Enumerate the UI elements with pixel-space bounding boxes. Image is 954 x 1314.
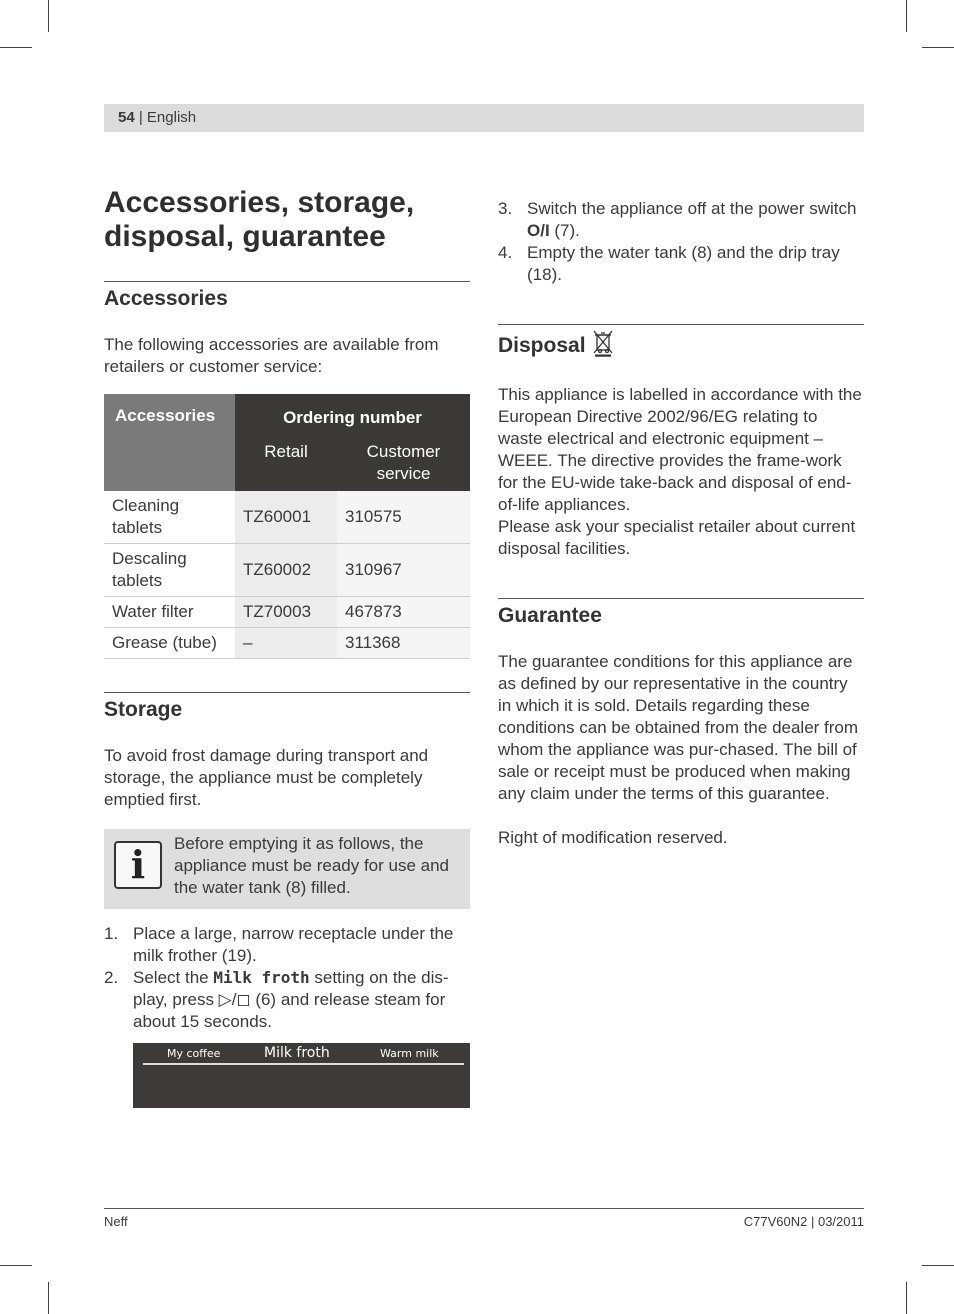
list-item: 4. Empty the water tank (8) and the drip tray (18). [498, 243, 840, 284]
storage-steps [104, 923, 470, 1033]
crop-mark [906, 0, 907, 32]
cell-customer: 310575 [337, 491, 470, 544]
col-header-accessories: Accessories [104, 394, 235, 491]
appliance-display [133, 1043, 470, 1108]
modification-note: Right of modification reserved. [498, 828, 728, 847]
storage-intro: To avoid frost damage during transport and storage, the appliance must be completely emptied first. [104, 746, 429, 809]
cell-customer: 467873 [337, 597, 470, 628]
guarantee-text: The guarantee conditions for this appliance are as defined by our representative in the country in which it is sold. Details regarding these conditions can be obtained from the dealer from whom the appliance was pur-chased. The bill of sale or receipt must be produced when making any claim under the terms of this guarantee. [498, 652, 859, 803]
col-header-ordering: Ordering number [235, 394, 470, 441]
accessories-intro: The following accessories are available from retailers or customer service: [104, 335, 439, 376]
accessories-heading: Accessories [104, 287, 228, 310]
crop-mark [922, 1265, 954, 1266]
footer-model-date: C77V60N2 | 03/2011 [743, 1214, 864, 1229]
crossed-out-bin-icon [592, 329, 614, 364]
guarantee-heading: Guarantee [498, 604, 602, 627]
list-item: 2. Select the Milk froth setting on the dis-play, press ▷/◻ (6) and release steam for about 15 seconds. [104, 968, 449, 1031]
crop-mark [906, 1282, 907, 1314]
display-option-my-coffee: My coffee [167, 1047, 221, 1060]
cell-customer: 310967 [337, 544, 470, 597]
page-number: 54 [118, 109, 135, 126]
disposal-text: This appliance is labelled in accordance with the European Directive 2002/96/EG relating to waste electrical and electronic equipment – WEEE. The directive provides the frame-work for the EU-wide take-back and disposal of end-of-life appliances. [498, 385, 862, 514]
cell-retail: TZ60001 [235, 491, 337, 544]
cell-name: Grease (tube) [104, 628, 235, 659]
page-title: Accessories, storage, disposal, guarantee [104, 186, 415, 253]
col-header-customer: Customer service [337, 441, 470, 491]
storage-heading: Storage [104, 698, 183, 721]
left-column [104, 186, 470, 1108]
crop-mark [922, 47, 954, 48]
display-underline [143, 1063, 464, 1065]
storage-steps-continued [498, 198, 864, 286]
col-header-retail: Retail [235, 441, 337, 491]
header-separator: | [134, 109, 147, 126]
accessories-table [104, 394, 470, 659]
list-item: 3. Switch the appliance off at the power switch O/I (7). [498, 199, 857, 240]
info-icon: i [114, 841, 162, 889]
crop-mark [48, 1282, 49, 1314]
cell-retail: TZ70003 [235, 597, 337, 628]
footer-brand: Neff [104, 1214, 128, 1229]
disposal-heading: Disposal [498, 325, 864, 364]
list-item: 1. Place a large, narrow receptacle under the milk frother (19). [104, 924, 454, 965]
milk-froth-setting: Milk froth [213, 968, 310, 987]
header-language: English [146, 109, 197, 126]
table-row [104, 544, 470, 597]
info-note [104, 829, 470, 909]
display-option-warm-milk: Warm milk [380, 1047, 439, 1060]
cell-retail: – [235, 628, 337, 659]
info-text: Before emptying it as follows, the appliance must be ready for use and the water tank (8) filled. [174, 834, 450, 897]
start-stop-symbol-icon: ▷/◻ [218, 990, 251, 1009]
cell-name: Descaling tablets [104, 544, 235, 597]
table-row [104, 628, 470, 659]
crop-mark [48, 0, 49, 32]
table-row [104, 597, 470, 628]
cell-customer: 311368 [337, 628, 470, 659]
footer-divider [104, 1208, 864, 1209]
right-column [498, 198, 864, 849]
table-row [104, 491, 470, 544]
display-option-milk-froth: Milk froth [264, 1045, 330, 1061]
cell-name: Cleaning tablets [104, 491, 235, 544]
crop-mark [0, 1265, 32, 1266]
disposal-text-retailer: Please ask your specialist retailer about current disposal facilities. [498, 517, 856, 558]
page-header [104, 104, 864, 132]
cell-retail: TZ60002 [235, 544, 337, 597]
cell-name: Water filter [104, 597, 235, 628]
crop-mark [0, 47, 32, 48]
